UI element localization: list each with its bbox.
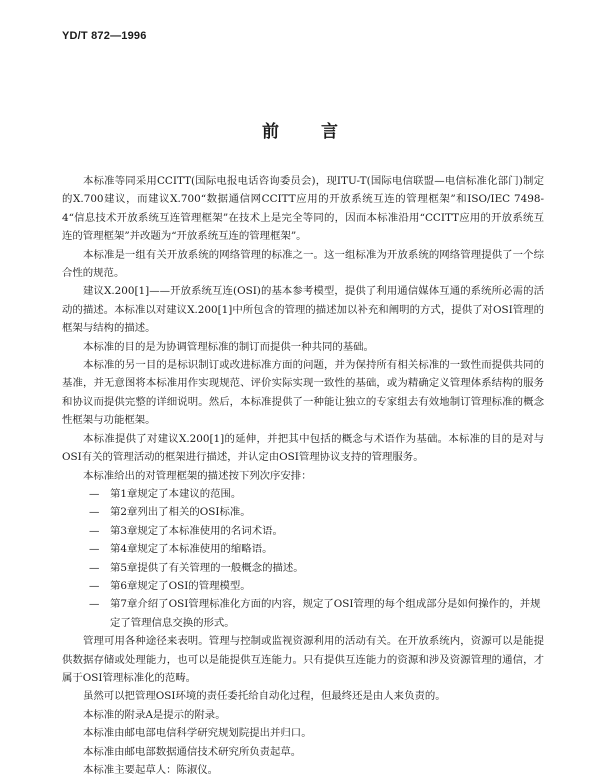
document-body: [62, 172, 544, 779]
list-dash: —: [89, 506, 100, 519]
paragraph: 本标准主要起草人：陈淑仪。: [83, 764, 219, 776]
list-dash: —: [89, 598, 100, 611]
list-item-text: 第1章规定了本建议的范围。: [110, 487, 242, 500]
list-dash: —: [89, 579, 100, 592]
list-item: [62, 485, 544, 503]
paragraph: 管理可用各种途径来表明。管理与控制或监视资源利用的活动有关。在开放系统内，资源可以是能提供数据存储或处理能力，也可以是能提供互连能力。只有提供互连能力的资源和涉及资源管理的通信，才属于OSI管理标准化的范畴。: [62, 635, 544, 684]
paragraph: 本标准的附录A是提示的附录。: [83, 708, 226, 721]
list-item-text: 第4章规定了本标准使用的缩略语。: [110, 543, 273, 556]
chapter-list: [62, 485, 544, 632]
list-dash: —: [89, 543, 100, 556]
paragraph: 本标准由邮电部电信科学研究规划院提出并归口。: [83, 727, 312, 740]
list-item: [62, 503, 544, 521]
paragraph: 本标准的另一目的是标识制订或改进标准方面的问题，并为保持所有相关标准的一致性而提供共同的基准，并无意图将本标准用作实现规范、评价实际实现一致性的基础，或为精确定义管理体系结构的服务和协议而提供完整的详细说明。然后，本标准提供了一种能让独立的专家组去有效地制订管理标准的概念性框架与功能框架。: [62, 359, 544, 427]
paragraph: 本标准等同采用CCITT(国际电报电话咨询委员会)，现ITU-T(国际电信联盟—电信标准化部门)制定的X.700建议，而建议X.700“数据通信网CCITT应用的开放系统互连的管理框架”和ISO/IEC 7498-4“信息技术开放系统互连管理框架”在技术上是完全等同的，因而本标准沿用“CCITT应用的开放系统互连的管理框架”并改题为“开放系统互连的管理框架”。: [62, 175, 544, 243]
paragraph: 本标准的目的是为协调管理标准的制订而提供一种共同的基础。: [83, 340, 374, 353]
page-title: 前言: [262, 122, 380, 142]
list-item-text: 第2章列出了相关的OSI标准。: [110, 506, 251, 519]
list-item-text: 第7章介绍了OSI管理标准化方面的内容，规定了OSI管理的每个组成部分是如何操作的，并规定了管理信息交换的形式。: [110, 598, 541, 629]
list-item: [62, 522, 544, 540]
list-dash: —: [89, 487, 100, 500]
paragraph: 本标准给出的对管理框架的描述按下列次序安排：: [83, 469, 312, 482]
list-dash: —: [89, 561, 100, 574]
paragraph: 本标准由邮电部数据通信技术研究所负责起草。: [83, 745, 302, 758]
list-item-text: 第6章规定了OSI的管理模型。: [110, 579, 251, 592]
list-dash: —: [89, 524, 100, 537]
paragraph: 虽然可以把管理OSI环境的责任委托给自动化过程，但最终还是由人来负责的。: [83, 690, 446, 703]
paragraph: 本标准是一组有关开放系统的网络管理的标准之一。这一组标准为开放系统的网络管理提供了一个综合性的规范。: [62, 248, 544, 280]
document-code: YD/T 872—1996: [62, 30, 147, 42]
list-item-text: 第5章提供了有关管理的一般概念的描述。: [110, 561, 304, 574]
paragraph: 建议X.200[1]——开放系统互连(OSI)的基本参考模型，提供了利用通信媒体互通的系统所必需的活动的描述。本标准以对建议X.200[1]中所包含的管理的描述加以补充和阐明的方式，提供了对OSI管理的框架与结构的描述。: [62, 285, 544, 335]
list-item: [62, 559, 544, 577]
list-item-text: 第3章规定了本标准使用的名词术语。: [110, 524, 283, 537]
list-item: [62, 540, 544, 558]
list-item: [62, 595, 544, 632]
paragraph: 本标准提供了对建议X.200[1]的延伸，并把其中包括的概念与术语作为基础。本标准的目的是对与OSI有关的管理活动的框架进行描述，并认定由OSI管理协议支持的管理服务。: [62, 432, 544, 464]
list-item: [62, 577, 544, 595]
